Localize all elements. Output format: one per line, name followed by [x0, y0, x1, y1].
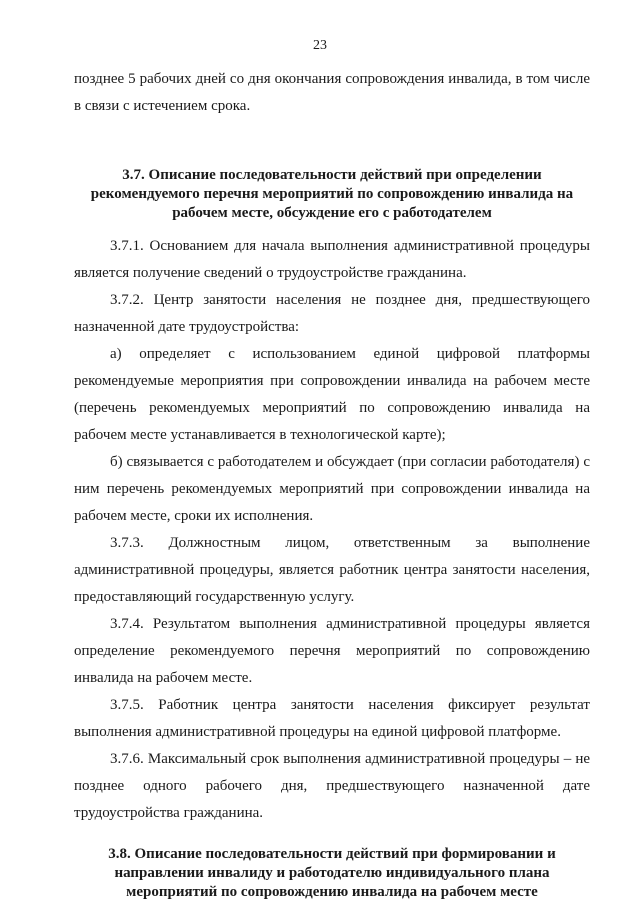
paragraph-3-7-3: 3.7.3. Должностным лицом, ответственным за выполнение административной процедуры, является работник центра занятости населения, предоставляющий государственную услугу.	[74, 535, 590, 605]
section-heading-3-8: 3.8. Описание последовательности действий при формировании и направлении инвалиду и работодателю индивидуального плана мероприятий по сопровождению инвалида на рабочем месте	[108, 846, 556, 900]
paragraph-3-7-1: 3.7.1. Основанием для начала выполнения административной процедуры является получение сведений о трудоустройстве гражданина.	[74, 238, 590, 281]
section-heading-3-7: 3.7. Описание последовательности действий при определении рекомендуемого перечня мероприятий по сопровождению инвалида на рабочем месте, обсуждение его с работодателем	[90, 167, 574, 221]
document-body	[74, 66, 590, 902]
paragraph-3-7-2: 3.7.2. Центр занятости населения не позднее дня, предшествующего назначенной дате трудоустройства:	[74, 292, 590, 335]
paragraph-3-7-5: 3.7.5. Работник центра занятости населения фиксирует результат выполнения административной процедуры на единой цифровой платформе.	[74, 697, 590, 740]
page-number: 23	[313, 38, 327, 53]
paragraph-continuation: позднее 5 рабочих дней со дня окончания сопровождения инвалида, в том числе в связи с истечением срока.	[74, 71, 590, 114]
paragraph-3-7-4: 3.7.4. Результатом выполнения административной процедуры является определение рекомендуемого перечня мероприятий по сопровождению инвалида на рабочем месте.	[74, 616, 590, 686]
list-item-a: а) определяет с использованием единой цифровой платформы рекомендуемые мероприятия при сопровождении инвалида на рабочем месте (перечень рекомендуемых мероприятий по сопровождению инвалида на рабочем месте устанавливается в технологической карте);	[74, 346, 590, 443]
paragraph-3-7-6: 3.7.6. Максимальный срок выполнения административной процедуры – не позднее одного рабочего дня, предшествующего назначенной дате трудоустройства гражданина.	[74, 751, 590, 821]
list-item-b: б) связывается с работодателем и обсуждает (при согласии работодателя) с ним перечень рекомендуемых мероприятий при сопровождении инвалида на рабочем месте, сроки их исполнения.	[74, 454, 590, 524]
